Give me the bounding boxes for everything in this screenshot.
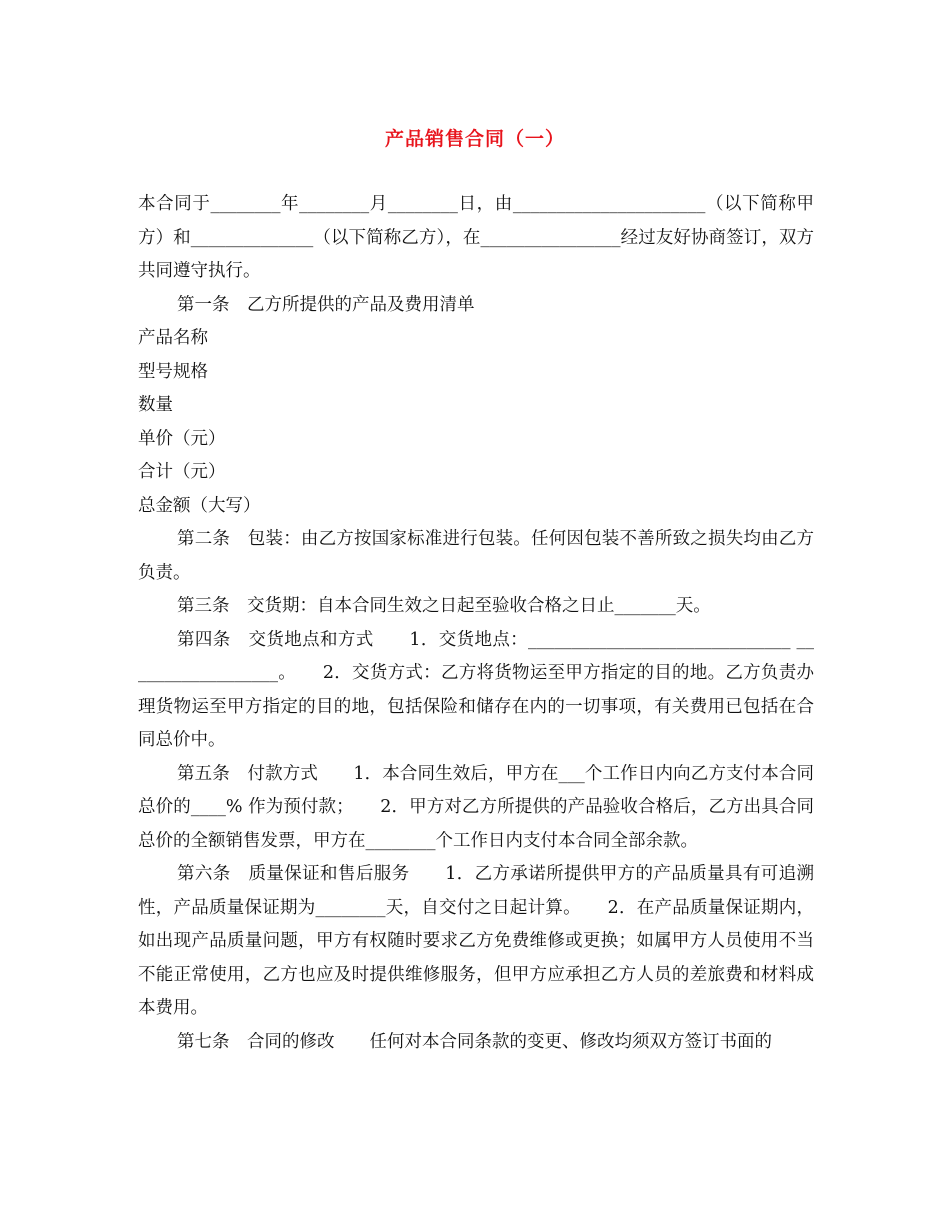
contract-intro: 本合同于________年________月________日，由______________________（以下简称甲方）和______________（以下简称乙方），在________________经过友好协商签订，双方共同遵守执行。: [138, 194, 814, 281]
list-item-total-amount: 总金额（大写）: [138, 495, 261, 516]
article-1-heading: 第一条 乙方所提供的产品及费用清单: [177, 294, 475, 315]
article-6-warranty: 第六条 质量保证和售后服务 1．乙方承诺所提供甲方的产品质量具有可追溯性，产品质量保证期为________天，自交付之日起计算。 2．在产品质量保证期内，如出现产品质量问题，甲方有权随时要求乙方免费维修或更换；如属甲方人员使用不当不能正常使用，乙方也应及时提供维修服务，但甲方应承担乙方人员的差旅费和材料成本费用。: [138, 864, 814, 1018]
list-item-subtotal: 合计（元）: [138, 462, 226, 482]
article-5-payment: 第五条 付款方式 1．本合同生效后，甲方在___个工作日内向乙方支付本合同总价的____% 作为预付款； 2．甲方对乙方所提供的产品验收合格后，乙方出具合同总价的全额销售发票，甲方在________个工作日内支付本合同全部余款。: [138, 763, 814, 851]
document-body: [138, 188, 814, 1059]
article-7-amendment: 第七条 合同的修改 任何对本合同条款的变更、修改均须双方签订书面的: [177, 1031, 772, 1052]
list-item-model-spec: 型号规格: [138, 361, 208, 382]
list-item-quantity: 数量: [138, 395, 173, 415]
article-4-delivery-location: 第四条 交货地点和方式 1．交货地点：______________________________ __________________。 2．交货方式：乙方将货物运至甲方指定的目的地。乙方负责办理货物运至甲方指定的目的地，包括保险和储存在内的一切事项，有关费用已包括在合同总价中。: [138, 629, 814, 750]
article-3-delivery-period: 第三条 交货期：自本合同生效之日起至验收合格之日止_______天。: [177, 596, 711, 616]
list-item-product-name: 产品名称: [138, 328, 208, 348]
list-item-unit-price: 单价（元）: [138, 428, 226, 449]
document-title: 产品销售合同（一）: [384, 128, 565, 150]
article-2-packaging: 第二条 包装：由乙方按国家标准进行包装。任何因包装不善所致之损失均由乙方负责。: [138, 529, 814, 583]
